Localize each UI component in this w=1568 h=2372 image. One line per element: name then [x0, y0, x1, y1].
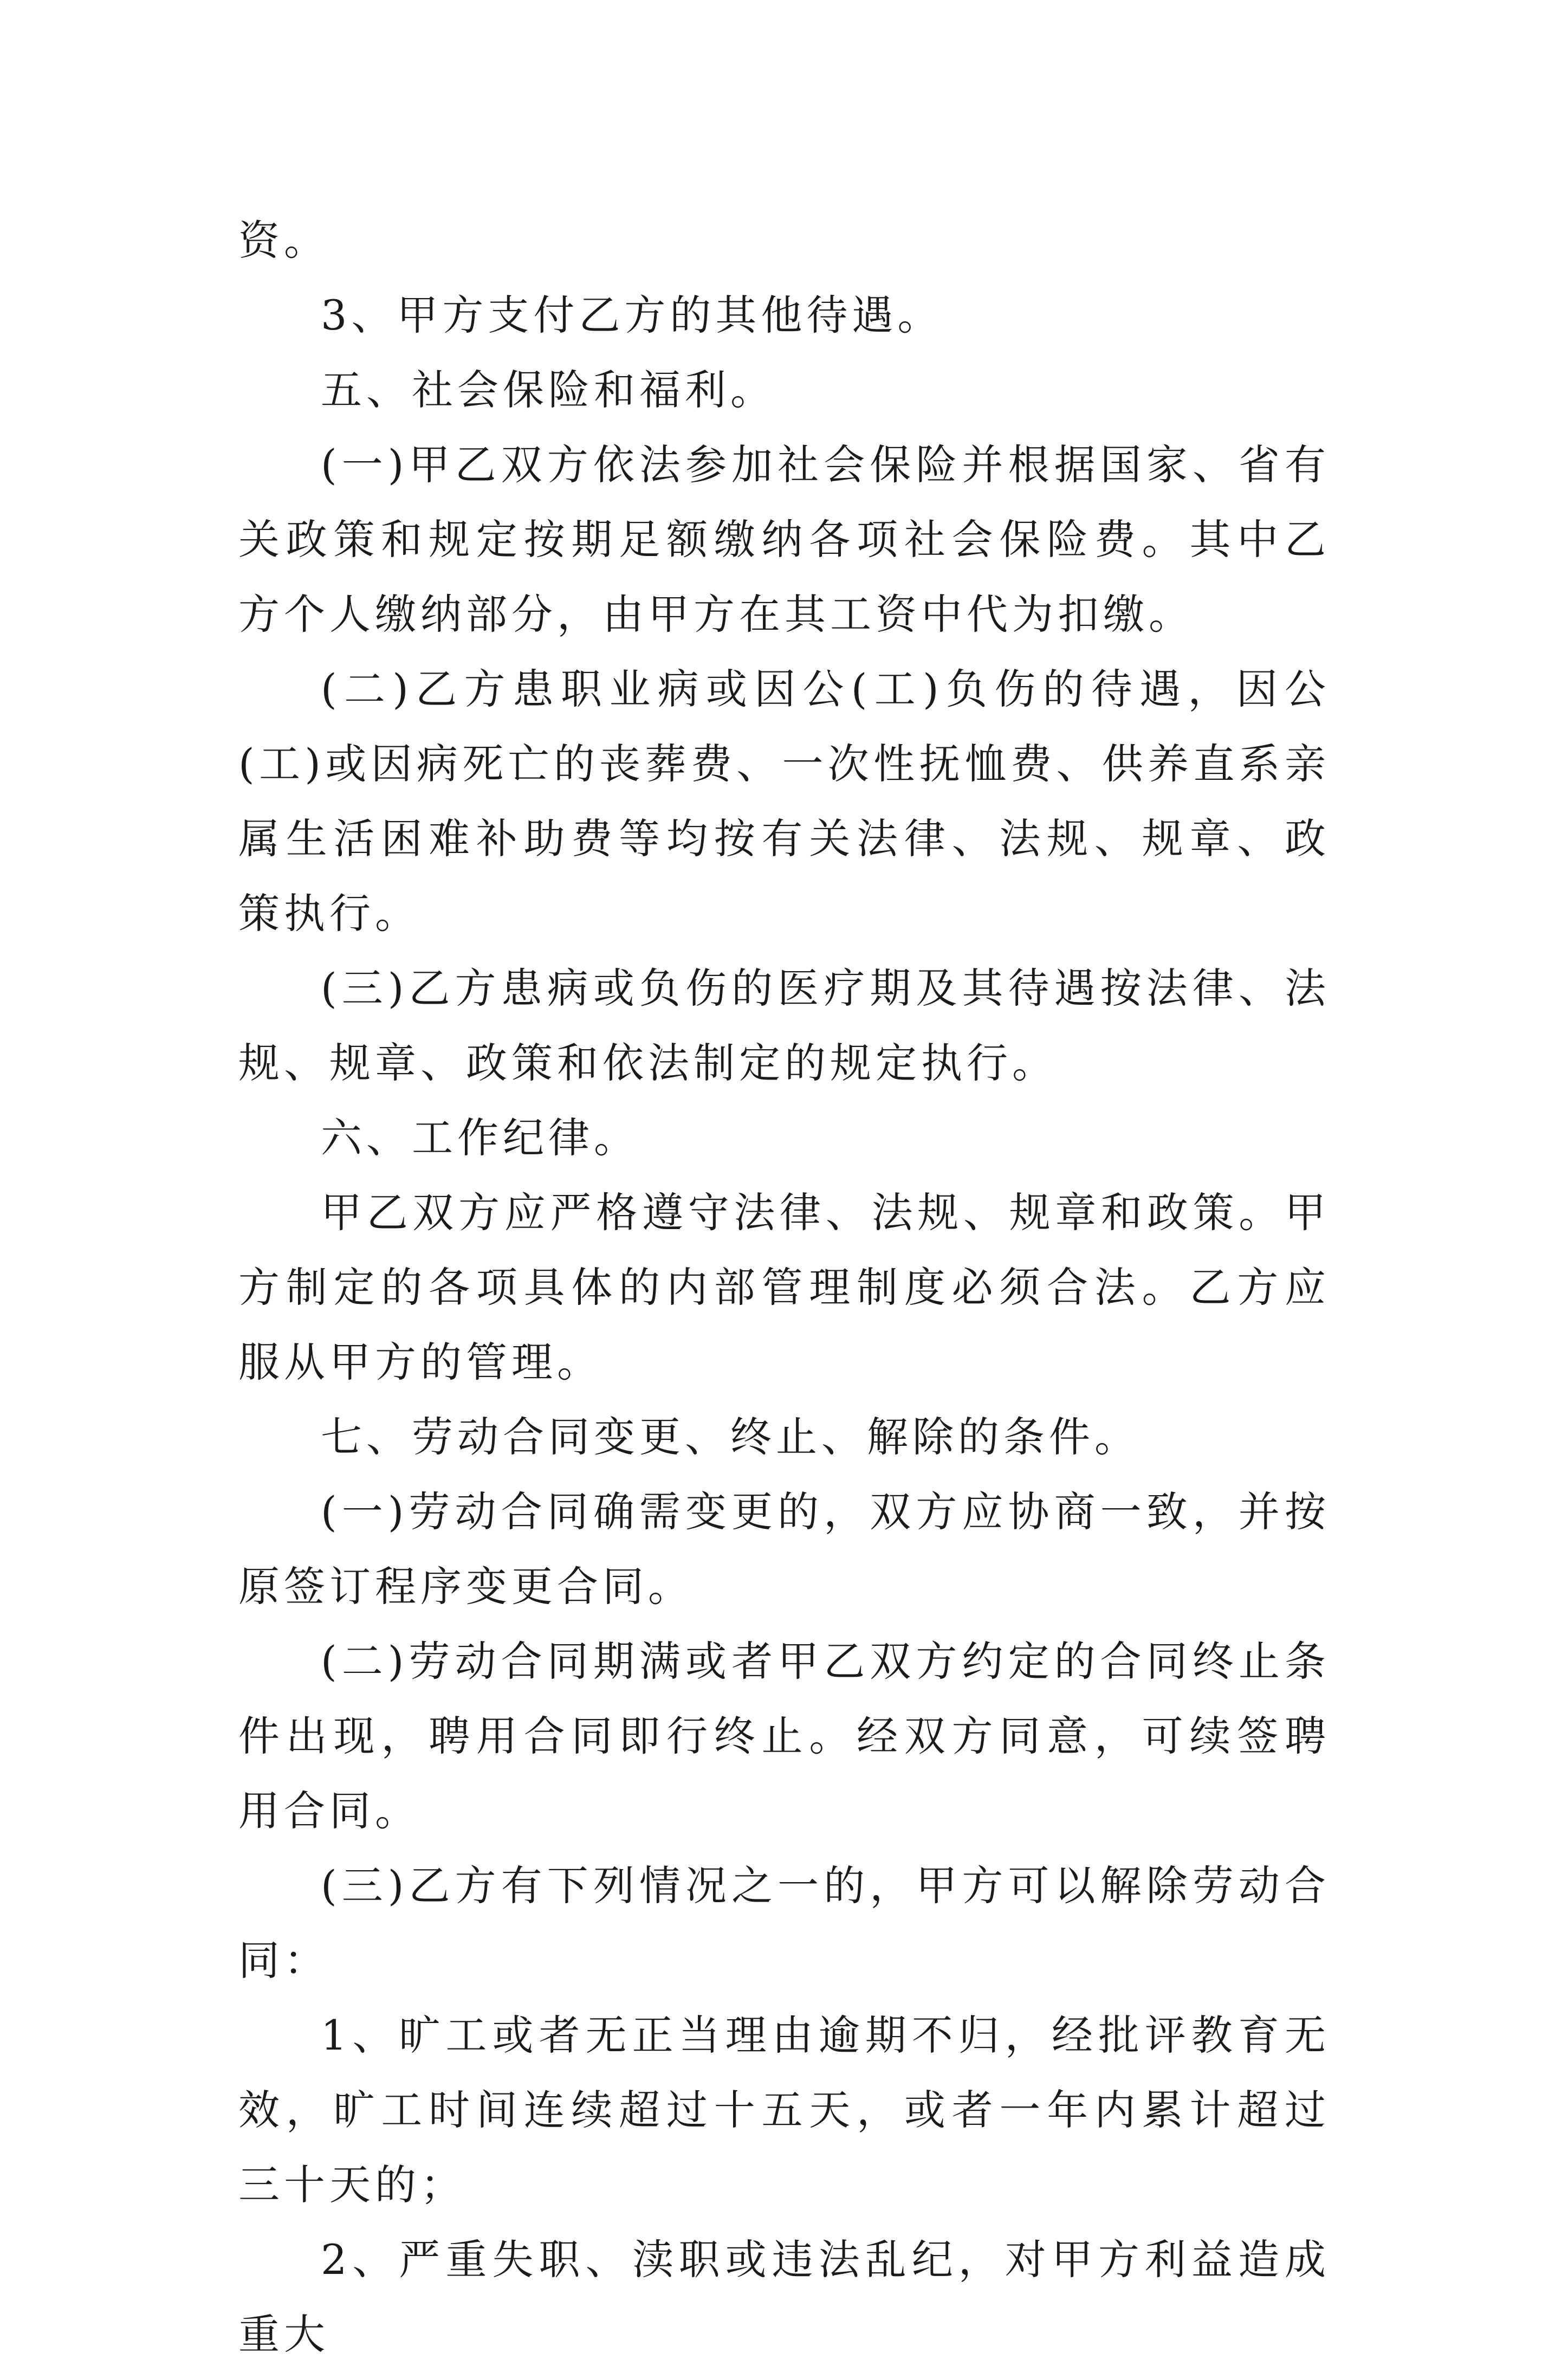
document-body	[238, 203, 1330, 2372]
paragraph: (二)乙方患职业病或因公(工)负伤的待遇，因公(工)或因病死亡的丧葬费、一次性抚恤费、供养直系亲属生活困难补助费等均按有关法律、法规、规章、政策执行。	[238, 665, 1330, 938]
paragraph: 1、旷工或者无正当理由逾期不归，经批评教育无效，旷工时间连续超过十五天，或者一年内累计超过三十天的；	[238, 2011, 1330, 2209]
paragraph: (二)劳动合同期满或者甲乙双方约定的合同终止条件出现，聘用合同即行终止。经双方同意，可续签聘用合同。	[238, 1637, 1330, 1835]
paragraph: 2、严重失职、渎职或违法乱纪，对甲方利益造成重大	[238, 2235, 1330, 2358]
paragraph: 3、甲方支付乙方的其他待遇。	[321, 291, 943, 339]
paragraph: 资。	[238, 216, 329, 264]
paragraph: (一)甲乙双方依法参加社会保险并根据国家、省有关政策和规定按期足额缴纳各项社会保险费。其中乙方个人缴纳部分，由甲方在其工资中代为扣缴。	[238, 441, 1330, 638]
section-heading: 六、工作纪律。	[321, 1114, 639, 1162]
paragraph: 甲乙双方应严格遵守法律、法规、规章和政策。甲方制定的各项具体的内部管理制度必须合法。乙方应服从甲方的管理。	[238, 1188, 1330, 1386]
paragraph: (三)乙方有下列情况之一的，甲方可以解除劳动合同：	[238, 1862, 1330, 1985]
paragraph: (三)乙方患病或负伤的医疗期及其待遇按法律、法规、规章、政策和依法制定的规定执行。	[238, 964, 1330, 1087]
section-heading: 七、劳动合同变更、终止、解除的条件。	[321, 1413, 1140, 1461]
paragraph: (一)劳动合同确需变更的，双方应协商一致，并按原签订程序变更合同。	[238, 1488, 1330, 1611]
section-heading: 五、社会保险和福利。	[321, 366, 776, 414]
